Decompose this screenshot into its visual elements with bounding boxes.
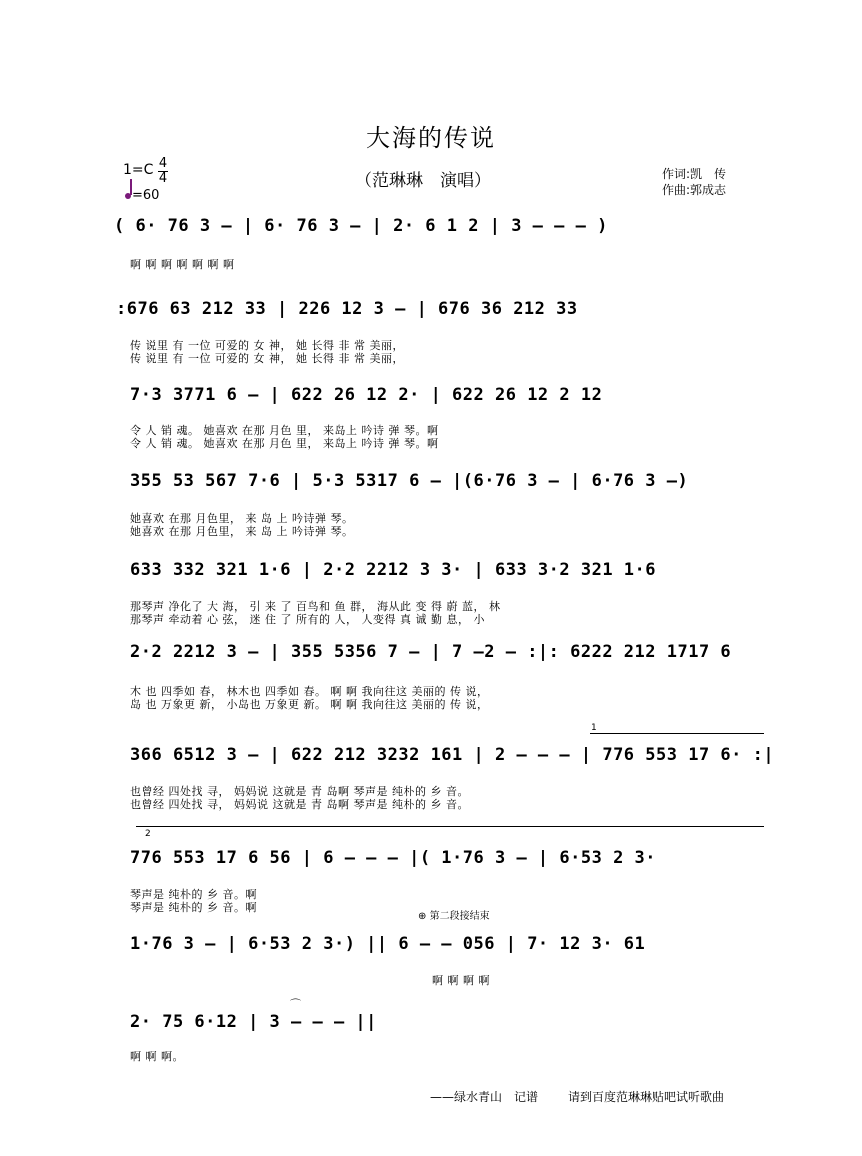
staff-7-lyric-1: 也曾经 四处找 寻， 妈妈说 这就是 青 岛啊 琴声是 纯朴的 乡 音。 bbox=[130, 785, 469, 798]
time-signature bbox=[158, 157, 168, 186]
staff-6-lyric-1: 木 也 四季如 春， 林木也 四季如 春。 啊 啊 我向往这 美丽的 传 说， bbox=[130, 685, 489, 698]
lyricist-credit: 作词:凯 传 bbox=[662, 167, 727, 181]
staff-7-lyric-2: 也曾经 四处找 寻， 妈妈说 这就是 青 岛啊 琴声是 纯朴的 乡 音。 bbox=[130, 798, 469, 811]
staff-1-notes: ( 6· 76 3 – | 6· 76 3 – | 2· 6 1 2 | 3 – – – ) bbox=[114, 216, 608, 236]
staff-2-notes: :676 63 212 33 | 226 12 3 – | 676 36 212 33 bbox=[116, 299, 578, 319]
staff-9-lyric: 啊 啊 啊 啊 bbox=[432, 974, 490, 987]
performer-credit: （范琳琳 演唱） bbox=[355, 171, 491, 191]
first-ending-mark: 1 bbox=[591, 723, 597, 733]
tempo-mark bbox=[125, 188, 159, 203]
staff-3-lyric-1: 令 人 销 魂。 她喜欢 在那 月色 里， 来岛上 吟诗 弹 琴。啊 bbox=[130, 424, 439, 437]
time-bottom: 4 bbox=[158, 171, 168, 186]
staff-4-lyric-1: 她喜欢 在那 月色里， 来 岛 上 吟诗弹 琴。 bbox=[130, 512, 354, 525]
staff-10-lyric: 啊 啊 啊。 bbox=[130, 1050, 184, 1063]
staff-4-lyric-2: 她喜欢 在那 月色里， 来 岛 上 吟诗弹 琴。 bbox=[130, 525, 354, 538]
listen-note: 请到百度范琳琳贴吧试听歌曲 bbox=[568, 1090, 725, 1104]
coda-text: 第二段接结束 bbox=[429, 911, 490, 922]
staff-2-lyric-1: 传 说里 有 一位 可爱的 女 神， 她 长得 非 常 美丽， bbox=[130, 339, 404, 352]
coda-icon: ⊕ bbox=[418, 911, 427, 922]
staff-7-notes: 366 6512 3 – | 622 212 3232 161 | 2 – – – | 776 553 17 6· :| bbox=[130, 745, 775, 765]
quarter-note-icon bbox=[125, 193, 131, 199]
transcriber-credit: ——绿水青山 记谱 bbox=[430, 1090, 539, 1104]
staff-9-notes: 1·76 3 – | 6·53 2 3·) || 6 – – 056 | 7· 12 3· 61 bbox=[130, 934, 646, 954]
staff-10-notes: 2· 75 6·12 | 3 – – – || bbox=[130, 1012, 377, 1032]
staff-5-lyric-2: 那琴声 牵动着 心 弦， 迷 住 了 所有的 人， 人变得 真 诚 勤 息， 小 bbox=[130, 613, 485, 626]
staff-5-lyric-1: 那琴声 净化了 大 海， 引 来 了 百鸟和 鱼 群， 海从此 变 得 蔚 蓝， 林 bbox=[130, 600, 501, 613]
key-signature: 1=C bbox=[123, 162, 154, 178]
staff-8-lyric-1: 琴声是 纯朴的 乡 音。啊 bbox=[130, 888, 257, 901]
staff-5-notes: 633 332 321 1·6 | 2·2 2212 3 3· | 633 3·2 321 1·6 bbox=[130, 560, 657, 580]
staff-3-notes: 7·3 3771 6 – | 622 26 12 2· | 622 26 12 2 12 bbox=[130, 385, 603, 405]
page-title: 大海的传说 bbox=[366, 124, 496, 152]
staff-4-notes: 355 53 567 7·6 | 5·3 5317 6 – |(6·76 3 – | 6·76 3 –) bbox=[130, 471, 689, 491]
fermata-icon: ⌒ bbox=[290, 998, 301, 1011]
second-ending-bracket bbox=[136, 826, 764, 827]
time-top: 4 bbox=[158, 156, 168, 171]
staff-2-lyric-2: 传 说里 有 一位 可爱的 女 神， 她 长得 非 常 美丽， bbox=[130, 352, 404, 365]
composer-credit: 作曲:郭成志 bbox=[662, 183, 727, 197]
tempo-value: =60 bbox=[132, 188, 160, 203]
staff-1-lyric: 啊 啊 啊 啊 啊 啊 啊 bbox=[130, 258, 235, 271]
coda-instruction bbox=[418, 907, 490, 922]
staff-8-notes: 776 553 17 6 56 | 6 – – – |( 1·76 3 – | 6·53 2 3· bbox=[130, 848, 657, 868]
staff-6-notes: 2·2 2212 3 – | 355 5356 7 – | 7 –2 – :|: 6222 212 1717 6 bbox=[130, 642, 732, 662]
staff-8-lyric-2: 琴声是 纯朴的 乡 音。啊 bbox=[130, 901, 257, 914]
staff-6-lyric-2: 岛 也 万象更 新， 小岛也 万象更 新。 啊 啊 我向往这 美丽的 传 说， bbox=[130, 698, 489, 711]
staff-3-lyric-2: 令 人 销 魂。 她喜欢 在那 月色 里， 来岛上 吟诗 弹 琴。啊 bbox=[130, 437, 439, 450]
first-ending-bracket bbox=[590, 733, 764, 734]
second-ending-mark: 2 bbox=[145, 829, 151, 839]
